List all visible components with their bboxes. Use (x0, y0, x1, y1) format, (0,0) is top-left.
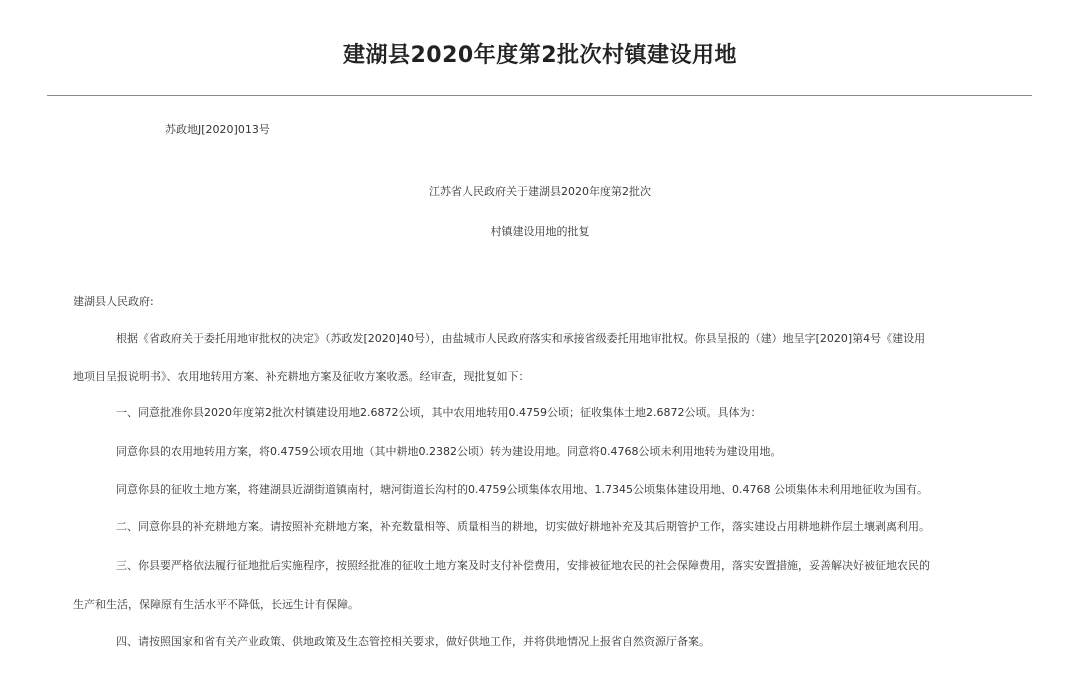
document-title: 建湖县2020年度第2批次村镇建设用地 (342, 43, 738, 68)
body-line: 三、你县要严格依法履行征地批后实施程序，按照经批准的征收土地方案及时支付补偿费用，安排被征地农民的社会保障费用，落实安置措施，妥善解决好被征地农民的 (116, 559, 930, 572)
body-line: 生产和生活，保障原有生活水平不降低，长远生计有保障。 (73, 598, 359, 611)
body-line: 同意你县的农用地转用方案，将0.4759公顷农用地（其中耕地0.2382公顷）转为建设用地。同意将0.4768公顷未利用地转为建设用地。 (116, 445, 782, 458)
body-line: 同意你县的征收土地方案，将建湖县近湖街道镇南村，塘河街道长沟村的0.4759公顷集体农用地、1.7345公顷集体建设用地、0.4768 公顷集体未利用地征收为国有。 (116, 483, 928, 496)
body-line: 二、同意你县的补充耕地方案。请按照补充耕地方案，补充数量相等、质量相当的耕地，切实做好耕地补充及其后期管护工作，落实建设占用耕地耕作层土壤剥离利用。 (116, 520, 930, 533)
title-divider (47, 95, 1032, 96)
document-number: 苏政地J[2020]013号 (165, 123, 270, 136)
body-line: 四、请按照国家和省有关产业政策、供地政策及生态管控相关要求，做好供地工作，并将供地情况上报省自然资源厅备案。 (116, 635, 710, 648)
body-line: 地项目呈报说明书》、农用地转用方案、补充耕地方案及征收方案收悉。经审查，现批复如下： (73, 370, 530, 383)
subtitle-line: 村镇建设用地的批复 (490, 225, 590, 238)
body-line: 一、同意批准你县2020年度第2批次村镇建设用地2.6872公顷，其中农用地转用0.4759公顷；征收集体土地2.6872公顷。具体为： (116, 406, 762, 419)
body-line: 根据《省政府关于委托用地审批权的决定》（苏政发[2020]40号），由盐城市人民政府落实和承接省级委托用地审批权。你县呈报的（建）地呈字[2020]第4号《建设用 (116, 332, 926, 345)
salutation: 建湖县人民政府: (73, 295, 154, 308)
subtitle-line: 江苏省人民政府关于建湖县2020年度第2批次 (429, 185, 651, 198)
